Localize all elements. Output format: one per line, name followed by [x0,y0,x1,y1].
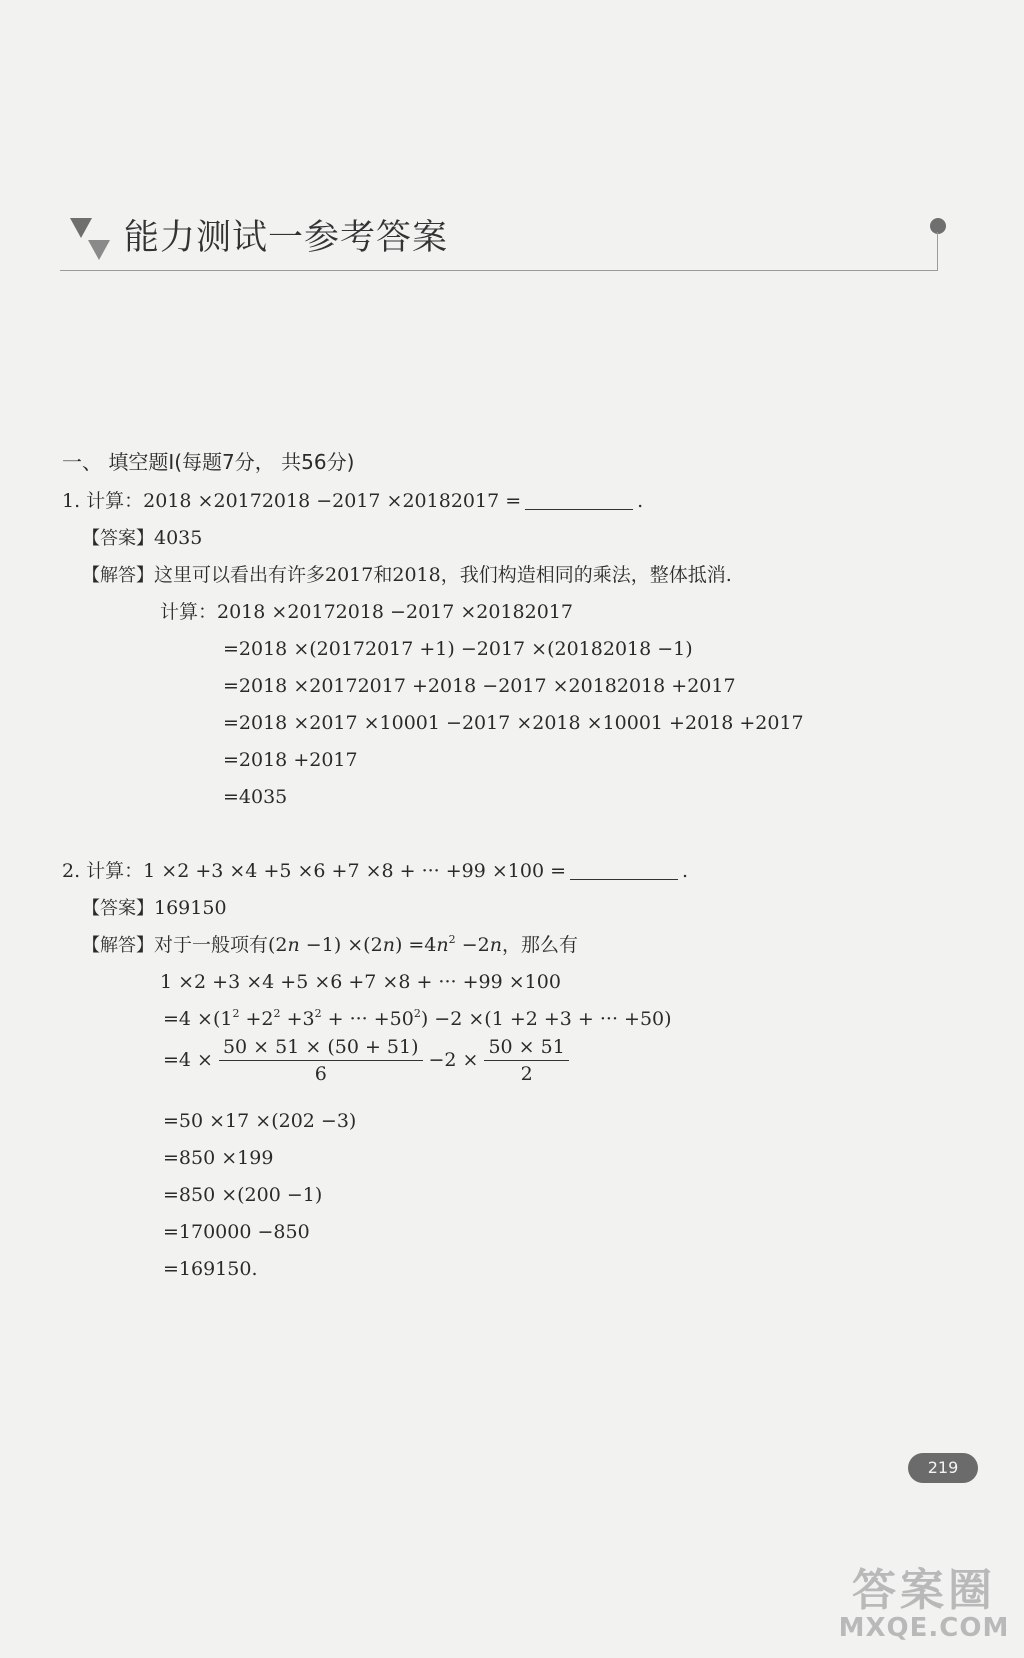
triangle-bullet-icon [70,218,92,238]
section-heading: 一、 填空题Ⅰ(每题7分， 共56分) [62,450,355,474]
page-title: 能力测试一参考答案 [124,218,449,258]
solution-step: =2018 ×20172017 +2018 −2017 ×20182018 +2017 [223,675,736,697]
watermark-text: 答案圈 [852,1565,996,1616]
solution-step: $=4 \times(1^2 +2^2 +3^2$ + ··· $+50^2) -2 \times(1 +2 +3$ + ··· +50) [163,1007,672,1030]
fraction: $\frac{50 \times 51 \times (50 + 51)}{6}$ [219,1038,423,1084]
solution-step: =50 ×17 ×(202 −3) [163,1110,357,1132]
answer-blank [525,509,633,510]
solution-tag: 【解答】 [82,935,154,956]
solution-step: =850 ×199 [163,1147,274,1169]
question-1: 1. 计算：2018 ×20172018 −2017 ×20182017 = . [62,490,644,512]
solution-step: 计算：2018 ×20172018 −2017 ×20182017 [160,601,573,623]
solution-step: 1 ×2 +3 ×4 +5 ×6 +7 ×8 + ··· +99 ×100 [160,971,561,993]
question-1-solution-intro: 【解答】这里可以看出有许多2017和2018，我们构造相同的乘法，整体抵消. [82,564,732,586]
question-2-solution-intro: 【解答】对于一般项有$(2n -1) \times(2n) =4n^2 -2n$，那么有 [82,933,578,956]
solution-step: =169150. [163,1258,258,1280]
solution-step: =170000 −850 [163,1221,310,1243]
answer-blank [570,879,678,880]
question-1-answer [82,529,202,548]
answer-tag: 【答案】 [82,898,154,919]
watermark-logo [834,1565,1014,1643]
question-2: 2. 计算：1 ×2 +3 ×4 +5 ×6 +7 ×8 + ··· +99 ×100 = . [62,860,689,882]
watermark-url: MXQE.COM [838,1613,1010,1643]
answer-value: 169150 [154,897,227,919]
solution-tag: 【解答】 [82,565,154,586]
question-1-prompt: 1. 计算：2018 ×20172018 −2017 ×20182017 = [62,490,522,512]
header-rule-vertical [937,232,938,270]
solution-step-fraction: =4 × $\frac{50 \times 51 \times (50 + 51)}{6}$ −2 × $\frac{50 \times 51}{2}$ [163,1038,575,1084]
solution-step: =4035 [223,786,288,808]
fraction: $\frac{50 \times 51}{2}$ [484,1038,568,1084]
triangle-bullet-icon [88,240,110,260]
header-dot-icon [930,218,946,234]
page-number-badge: 219 [908,1453,978,1483]
header-rule [60,270,938,271]
question-2-prompt: 2. 计算：1 ×2 +3 ×4 +5 ×6 +7 ×8 + ··· +99 ×100 = [62,860,567,882]
solution-step: =2018 ×2017 ×10001 −2017 ×2018 ×10001 +2018 +2017 [223,712,804,734]
answer-tag: 【答案】 [82,528,154,549]
question-2-answer [82,899,227,918]
solution-step: =2018 +2017 [223,749,358,771]
answer-value: 4035 [154,527,203,549]
solution-step: =850 ×(200 −1) [163,1184,323,1206]
solution-step: =2018 ×(20172017 +1) −2017 ×(20182018 −1) [223,638,693,660]
